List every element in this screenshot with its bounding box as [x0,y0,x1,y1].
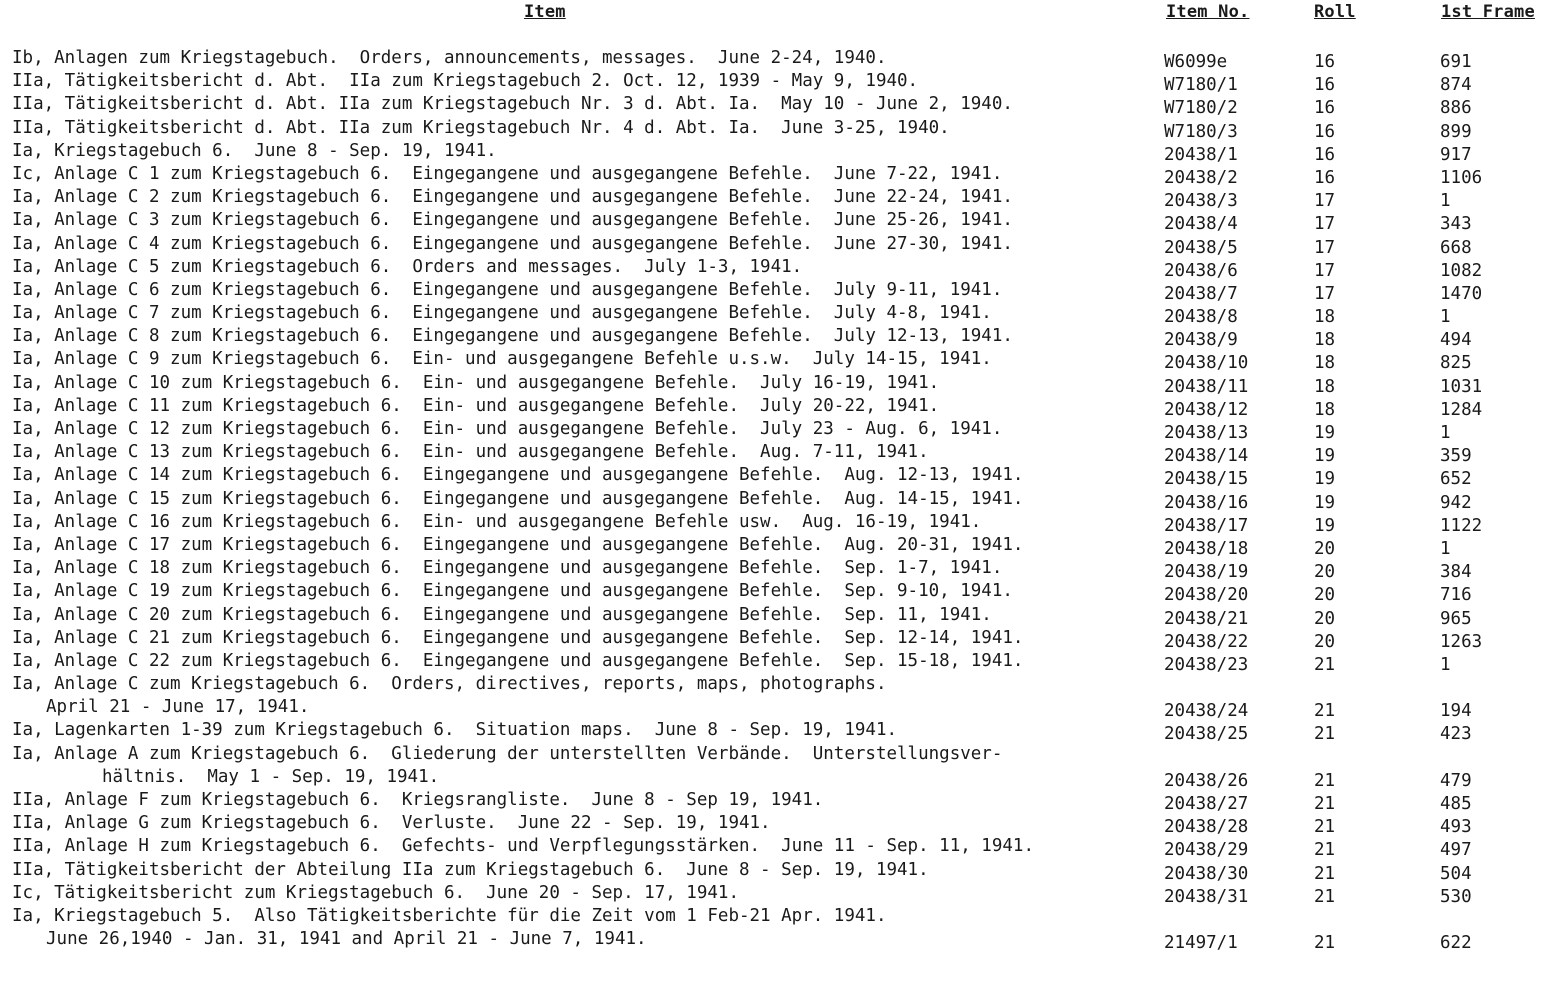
roll-number: 21 [1314,770,1336,791]
roll-number: 21 [1314,886,1336,907]
first-frame-number: 1 [1440,423,1451,443]
table-row [12,418,1552,441]
table-row [12,812,1552,838]
table-row [12,441,1552,467]
roll-number: 18 [1314,399,1336,420]
item-description: IIa, Tätigkeitsbericht d. Abt. IIa zum Kriegstagebuch Nr. 3 d. Abt. Ia. May 10 - June 2, 1940. [12,94,1013,115]
first-frame-number: 874 [1440,75,1472,96]
roll-number: 19 [1314,469,1336,490]
first-frame-number: 194 [1440,701,1472,722]
roll-number: 20 [1314,608,1336,629]
first-frame-number: 479 [1440,770,1472,791]
item-description: Ia, Anlage C 3 zum Kriegstagebuch 6. Eingegangene und ausgegangene Befehle. June 25-26, 1941. [12,210,1013,231]
item-description: Ia, Anlage C 14 zum Kriegstagebuch 6. Eingegangene und ausgegangene Befehle. Aug. 12-13, 1941. [12,465,1024,486]
item-number: 20438/20 [1164,585,1249,606]
item-number: 20438/23 [1164,654,1249,675]
first-frame-number: 1082 [1440,260,1483,281]
roll-number: 21 [1314,724,1336,745]
roll-number: 17 [1314,214,1336,235]
roll-number: 20 [1314,538,1336,559]
item-description: IIa, Tätigkeitsbericht der Abteilung IIa zum Kriegstagebuch 6. June 8 - Sep. 19, 1941. [12,859,929,880]
roll-number: 21 [1314,701,1336,722]
table-row [12,789,1552,815]
item-description: Ia, Kriegstagebuch 5. Also Tätigkeitsberichte für die Zeit vom 1 Feb-21 Apr. 1941. [12,905,887,926]
first-frame-number: 1284 [1440,399,1483,420]
table-row [12,209,1552,235]
table-row [12,488,1552,511]
first-frame-number: 886 [1440,98,1472,119]
table-row [12,163,1552,186]
item-number: 20438/2 [1164,167,1238,188]
first-frame-number: 917 [1440,144,1472,165]
first-frame-number: 1122 [1440,515,1483,536]
roll-number: 18 [1314,353,1336,374]
roll-number: 16 [1314,144,1336,165]
item-description: Ia, Anlage C 16 zum Kriegstagebuch 6. Ein- und ausgegangene Befehle usw. Aug. 16-19, 1941. [12,511,982,532]
first-frame-number: 423 [1440,724,1472,745]
item-number: 20438/25 [1164,724,1249,745]
item-number: 20438/8 [1164,307,1238,328]
table-row [12,348,1552,374]
item-number: 20438/12 [1164,399,1249,420]
table-row [12,279,1552,302]
item-number: 20438/22 [1164,631,1249,652]
first-frame-number: 899 [1440,121,1472,142]
table-row [12,47,1552,70]
table-row [12,511,1552,534]
first-frame-number: 359 [1440,446,1472,467]
table-row [12,117,1552,140]
item-description: IIa, Anlage H zum Kriegstagebuch 6. Gefechts- und Verpflegungsstärken. June 11 - Sep. 11, 1941. [12,836,1034,857]
table-row [12,673,1552,722]
table-row [12,464,1552,490]
roll-number: 19 [1314,423,1336,443]
roll-number: 21 [1314,863,1336,884]
roll-number: 21 [1314,932,1336,953]
roll-number: 17 [1314,260,1336,281]
roll-number: 21 [1314,840,1336,861]
item-number: 20438/30 [1164,863,1249,884]
table-row [12,534,1552,557]
table-row [12,70,1552,96]
first-frame-number: 1 [1440,191,1451,212]
table-row [12,859,1552,882]
first-frame-number: 497 [1440,840,1472,861]
first-frame-number: 530 [1440,886,1472,907]
item-description: Ia, Anlage A zum Kriegstagebuch 6. Gliederung der unterstellten Verbände. Unterstellungsver- [12,743,1003,764]
item-description: Ia, Anlage C 10 zum Kriegstagebuch 6. Ein- und ausgegangene Befehle. July 16-19, 1941. [12,372,940,393]
first-frame-number: 1031 [1440,376,1483,397]
item-description: Ia, Anlage C 2 zum Kriegstagebuch 6. Eingegangene und ausgegangene Befehle. June 22-24, 1941. [12,187,1013,208]
header-roll: Roll [1314,2,1356,22]
item-number: W6099e [1164,52,1228,72]
first-frame-number: 494 [1440,330,1472,351]
table-row [12,557,1552,583]
first-frame-number: 965 [1440,608,1472,629]
item-number: 20438/28 [1164,817,1249,838]
roll-number: 20 [1314,585,1336,606]
header-item: Item [524,2,566,22]
item-description-continued: hältnis. May 1 - Sep. 19, 1941. [102,766,440,787]
roll-number: 17 [1314,191,1336,212]
item-description: Ia, Anlage C 12 zum Kriegstagebuch 6. Ein- und ausgegangene Befehle. July 23 - Aug. 6, 1941. [12,419,1003,439]
table-row [12,372,1552,395]
item-number: 21497/1 [1164,932,1238,953]
first-frame-number: 485 [1440,794,1472,815]
item-number: 20438/16 [1164,492,1249,513]
item-number: 20438/5 [1164,237,1238,258]
table-row [12,395,1552,418]
item-description: Ic, Anlage C 1 zum Kriegstagebuch 6. Eingegangene und ausgegangene Befehle. June 7-22, 1941. [12,163,1003,184]
header-item-no: Item No. [1166,2,1250,22]
item-description: Ia, Anlage C 20 zum Kriegstagebuch 6. Eingegangene und ausgegangene Befehle. Sep. 11, 1941. [12,604,992,625]
item-description: Ia, Anlage C 21 zum Kriegstagebuch 6. Eingegangene und ausgegangene Befehle. Sep. 12-14, 1941. [12,627,1024,648]
item-number: 20438/4 [1164,214,1238,235]
first-frame-number: 1470 [1440,283,1483,304]
roll-number: 17 [1314,237,1336,258]
table-row [12,140,1552,163]
first-frame-number: 493 [1440,817,1472,838]
first-frame-number: 1263 [1440,631,1483,652]
table-row [12,905,1552,951]
table-row [12,835,1552,861]
roll-number: 18 [1314,376,1336,397]
table-row [12,882,1552,905]
item-number: 20438/27 [1164,794,1249,815]
roll-number: 21 [1314,794,1336,815]
header-first-frame: 1st Frame [1441,2,1535,22]
roll-number: 19 [1314,492,1336,513]
table-row [12,627,1552,650]
item-description: Ia, Anlage C 5 zum Kriegstagebuch 6. Orders and messages. July 1-3, 1941. [12,256,803,277]
roll-number: 20 [1314,631,1336,652]
item-description: Ia, Anlage C 18 zum Kriegstagebuch 6. Eingegangene und ausgegangene Befehle. Sep. 1-7, 1941. [12,558,1003,579]
roll-number: 16 [1314,167,1336,188]
item-list [12,47,1552,951]
item-description: Ia, Anlage C 7 zum Kriegstagebuch 6. Eingegangene und ausgegangene Befehle. July 4-8, 1941. [12,303,992,324]
first-frame-number: 1 [1440,307,1451,328]
first-frame-number: 691 [1440,52,1472,72]
item-description: Ia, Anlage C 22 zum Kriegstagebuch 6. Eingegangene und ausgegangene Befehle. Sep. 15-18, 1941. [12,650,1024,671]
item-number: 20438/29 [1164,840,1249,861]
table-row [12,186,1552,212]
item-description: IIa, Tätigkeitsbericht d. Abt. IIa zum Kriegstagebuch Nr. 4 d. Abt. Ia. June 3-25, 1940. [12,117,950,138]
first-frame-number: 668 [1440,237,1472,258]
item-description: Ia, Anlage C 17 zum Kriegstagebuch 6. Eingegangene und ausgegangene Befehle. Aug. 20-31, 1941. [12,534,1024,555]
table-row [12,233,1552,256]
first-frame-number: 1106 [1440,167,1483,188]
table-row [12,302,1552,328]
table-row [12,719,1552,745]
item-description: Ic, Tätigkeitsbericht zum Kriegstagebuch 6. June 20 - Sep. 17, 1941. [12,882,739,903]
roll-number: 21 [1314,654,1336,675]
item-number: 20438/18 [1164,538,1249,559]
item-description: Ia, Anlage C 4 zum Kriegstagebuch 6. Eingegangene und ausgegangene Befehle. June 27-30, 1941. [12,233,1013,254]
item-description: Ia, Anlage C zum Kriegstagebuch 6. Orders, directives, reports, maps, photographs. [12,674,887,695]
item-number: W7180/2 [1164,98,1238,119]
item-number: 20438/13 [1164,423,1249,443]
roll-number: 17 [1314,283,1336,304]
table-row [12,93,1552,119]
item-description: IIa, Anlage F zum Kriegstagebuch 6. Kriegsrangliste. June 8 - Sep 19, 1941. [12,790,824,811]
item-number: 20438/11 [1164,376,1249,397]
item-number: 20438/19 [1164,562,1249,583]
first-frame-number: 716 [1440,585,1472,606]
first-frame-number: 942 [1440,492,1472,513]
roll-number: 20 [1314,562,1336,583]
roll-number: 18 [1314,330,1336,351]
item-description-continued: April 21 - June 17, 1941. [46,697,310,718]
item-number: 20438/9 [1164,330,1238,351]
item-description: Ib, Anlagen zum Kriegstagebuch. Orders, announcements, messages. June 2-24, 1940. [12,48,887,68]
roll-number: 16 [1314,75,1336,96]
item-description: Ia, Anlage C 6 zum Kriegstagebuch 6. Eingegangene und ausgegangene Befehle. July 9-11, 1941. [12,279,1003,300]
item-description: Ia, Anlage C 9 zum Kriegstagebuch 6. Ein- und ausgegangene Befehle u.s.w. July 14-15, 1941. [12,349,992,370]
roll-number: 16 [1314,52,1336,72]
table-row [12,325,1552,351]
item-number: 20438/24 [1164,701,1249,722]
item-number: 20438/3 [1164,191,1238,212]
item-description: Ia, Anlage C 8 zum Kriegstagebuch 6. Eingegangene und ausgegangene Befehle. July 12-13, 1941. [12,326,1013,347]
item-description: IIa, Tätigkeitsbericht d. Abt. IIa zum Kriegstagebuch 2. Oct. 12, 1939 - May 9, 1940. [12,71,919,92]
table-row [12,650,1552,673]
item-description: Ia, Anlage C 19 zum Kriegstagebuch 6. Eingegangene und ausgegangene Befehle. Sep. 9-10, 1941. [12,581,1013,602]
item-number: 20438/15 [1164,469,1249,490]
table-row [12,743,1552,789]
item-number: 20438/21 [1164,608,1249,629]
first-frame-number: 1 [1440,538,1451,559]
item-description: Ia, Anlage C 15 zum Kriegstagebuch 6. Eingegangene und ausgegangene Befehle. Aug. 14-15, 1941. [12,488,1024,509]
table-row [12,256,1552,279]
item-number: 20438/31 [1164,886,1249,907]
table-row [12,580,1552,606]
first-frame-number: 825 [1440,353,1472,374]
item-description: IIa, Anlage G zum Kriegstagebuch 6. Verluste. June 22 - Sep. 19, 1941. [12,813,771,834]
roll-number: 19 [1314,446,1336,467]
roll-number: 18 [1314,307,1336,328]
item-description: Ia, Anlage C 13 zum Kriegstagebuch 6. Ein- und ausgegangene Befehle. Aug. 7-11, 1941. [12,442,929,463]
item-number: 20438/26 [1164,770,1249,791]
item-number: 20438/10 [1164,353,1249,374]
first-frame-number: 652 [1440,469,1472,490]
item-number: W7180/3 [1164,121,1238,142]
roll-number: 19 [1314,515,1336,536]
item-description: Ia, Anlage C 11 zum Kriegstagebuch 6. Ein- und ausgegangene Befehle. July 20-22, 1941. [12,395,940,416]
table-row [12,604,1552,627]
roll-number: 16 [1314,121,1336,142]
first-frame-number: 384 [1440,562,1472,583]
item-description: Ia, Kriegstagebuch 6. June 8 - Sep. 19, 1941. [12,140,497,161]
item-number: W7180/1 [1164,75,1238,96]
item-description-continued: June 26,1940 - Jan. 31, 1941 and April 21 - June 7, 1941. [46,929,647,950]
roll-number: 16 [1314,98,1336,119]
first-frame-number: 343 [1440,214,1472,235]
item-number: 20438/1 [1164,144,1238,165]
item-description: Ia, Lagenkarten 1-39 zum Kriegstagebuch 6. Situation maps. June 8 - Sep. 19, 1941. [12,720,898,741]
first-frame-number: 1 [1440,654,1451,675]
item-number: 20438/17 [1164,515,1249,536]
roll-number: 21 [1314,817,1336,838]
first-frame-number: 504 [1440,863,1472,884]
item-number: 20438/7 [1164,283,1238,304]
first-frame-number: 622 [1440,932,1472,953]
item-number: 20438/6 [1164,260,1238,281]
item-number: 20438/14 [1164,446,1249,467]
